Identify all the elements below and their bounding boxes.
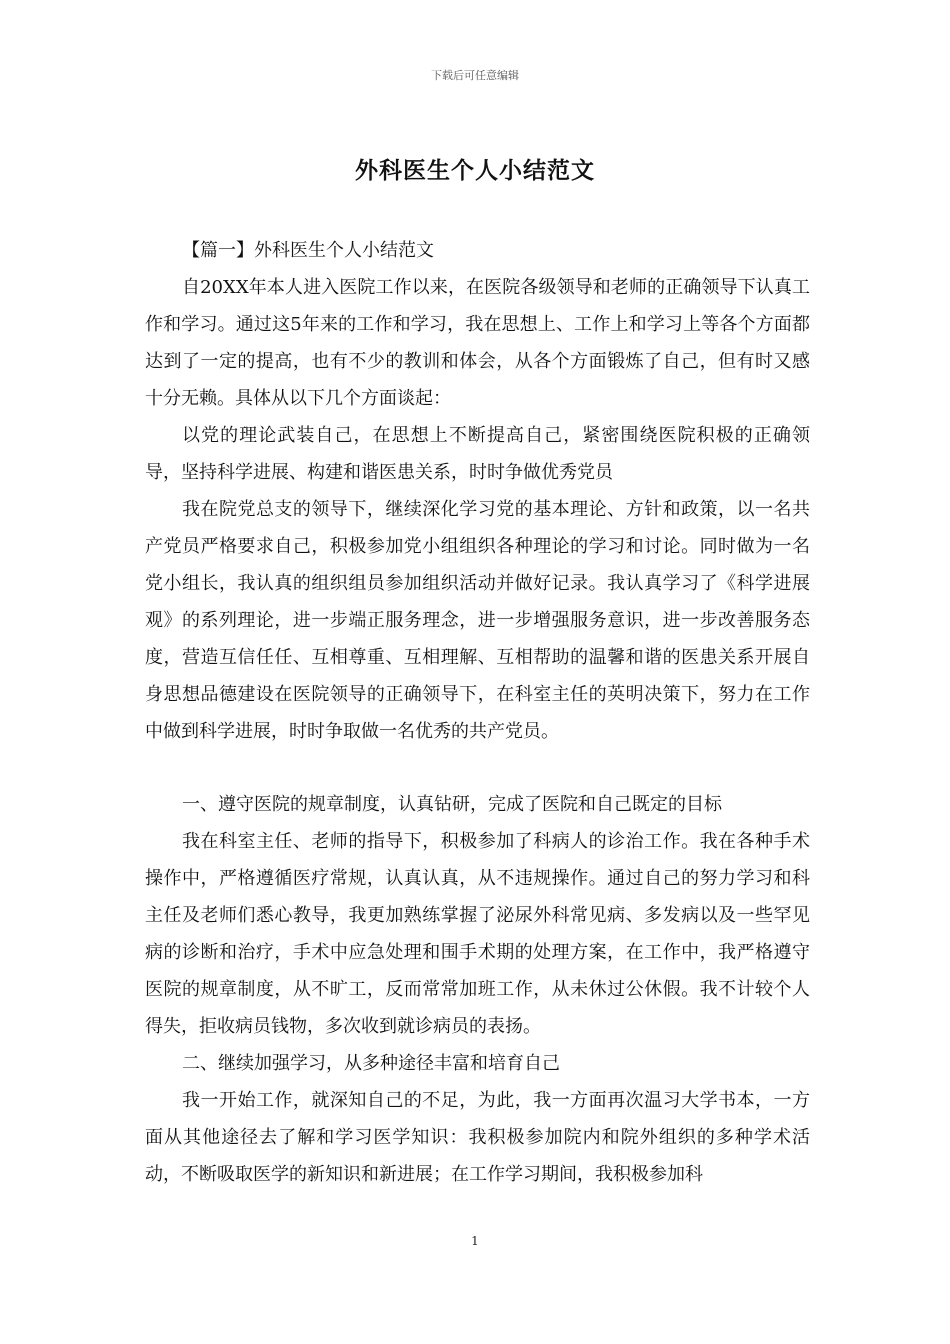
paragraph-learning: 我一开始工作，就深知自己的不足，为此，我一方面再次温习大学书本，一方面从其他途径去了解和学习医学知识：我积极参加院内和院外组织的多种学术活动，不断吸取医学的新知识和新进展；在工作学习期间，我积极参加科 xyxy=(145,1090,810,1185)
paragraph-party-theory: 以党的理论武装自己，在思想上不断提高自己，紧密围绕医院积极的正确领导，坚持科学进展、构建和谐医患关系，时时争做优秀党员 xyxy=(145,425,810,483)
paragraph-clinical-work: 我在科室主任、老师的指导下，积极参加了科病人的诊治工作。我在各种手术操作中，严格遵循医疗常规，认真认真，从不违规操作。通过自己的努力学习和科主任及老师们悉心教导，我更加熟练掌握了泌尿外科常见病、多发病以及一些罕见病的诊断和治疗，手术中应急处理和围手术期的处理方案，在工作中，我严格遵守医院的规章制度，从不旷工，反而常常加班工作，从未休过公休假。我不计较个人得失，拒收病员钱物，多次收到就诊病员的表扬。 xyxy=(145,831,810,1037)
page-header-note: 下载后可任意编辑 xyxy=(431,69,519,82)
section-heading-part-one: 【篇一】外科医生个人小结范文 xyxy=(182,240,434,261)
section-heading-rules: 一、遵守医院的规章制度，认真钻研，完成了医院和自己既定的目标 xyxy=(182,794,722,815)
page-number: 1 xyxy=(471,1234,479,1248)
paragraph-intro: 自20XX年本人进入医院工作以来，在医院各级领导和老师的正确领导下认真工作和学习。通过这5年来的工作和学习，我在思想上、工作上和学习上等各个方面都达到了一定的提高，也有不少的教训和体会，从各个方面锻炼了自己，但有时又感十分无赖。具体从以下几个方面谈起： xyxy=(145,277,810,409)
document-title: 外科医生个人小结范文 xyxy=(355,157,595,184)
paragraph-gap xyxy=(145,750,810,786)
document-body xyxy=(145,232,810,1193)
paragraph-party-study: 我在院党总支的领导下，继续深化学习党的基本理论、方针和政策，以一名共产党员严格要求自己，积极参加党小组组织各种理论的学习和讨论。同时做为一名党小组长，我认真的组织组员参加组织活动并做好记录。我认真学习了《科学进展观》的系列理论，进一步端正服务理念，进一步增强服务意识，进一步改善服务态度，营造互信任任、互相尊重、互相理解、互相帮助的温馨和谐的医患关系开展自身思想品德建设在医院领导的正确领导下，在科室主任的英明决策下，努力在工作中做到科学进展，时时争取做一名优秀的共产党员。 xyxy=(145,499,810,742)
section-heading-learning: 二、继续加强学习，从多种途径丰富和培育自己 xyxy=(182,1053,560,1074)
